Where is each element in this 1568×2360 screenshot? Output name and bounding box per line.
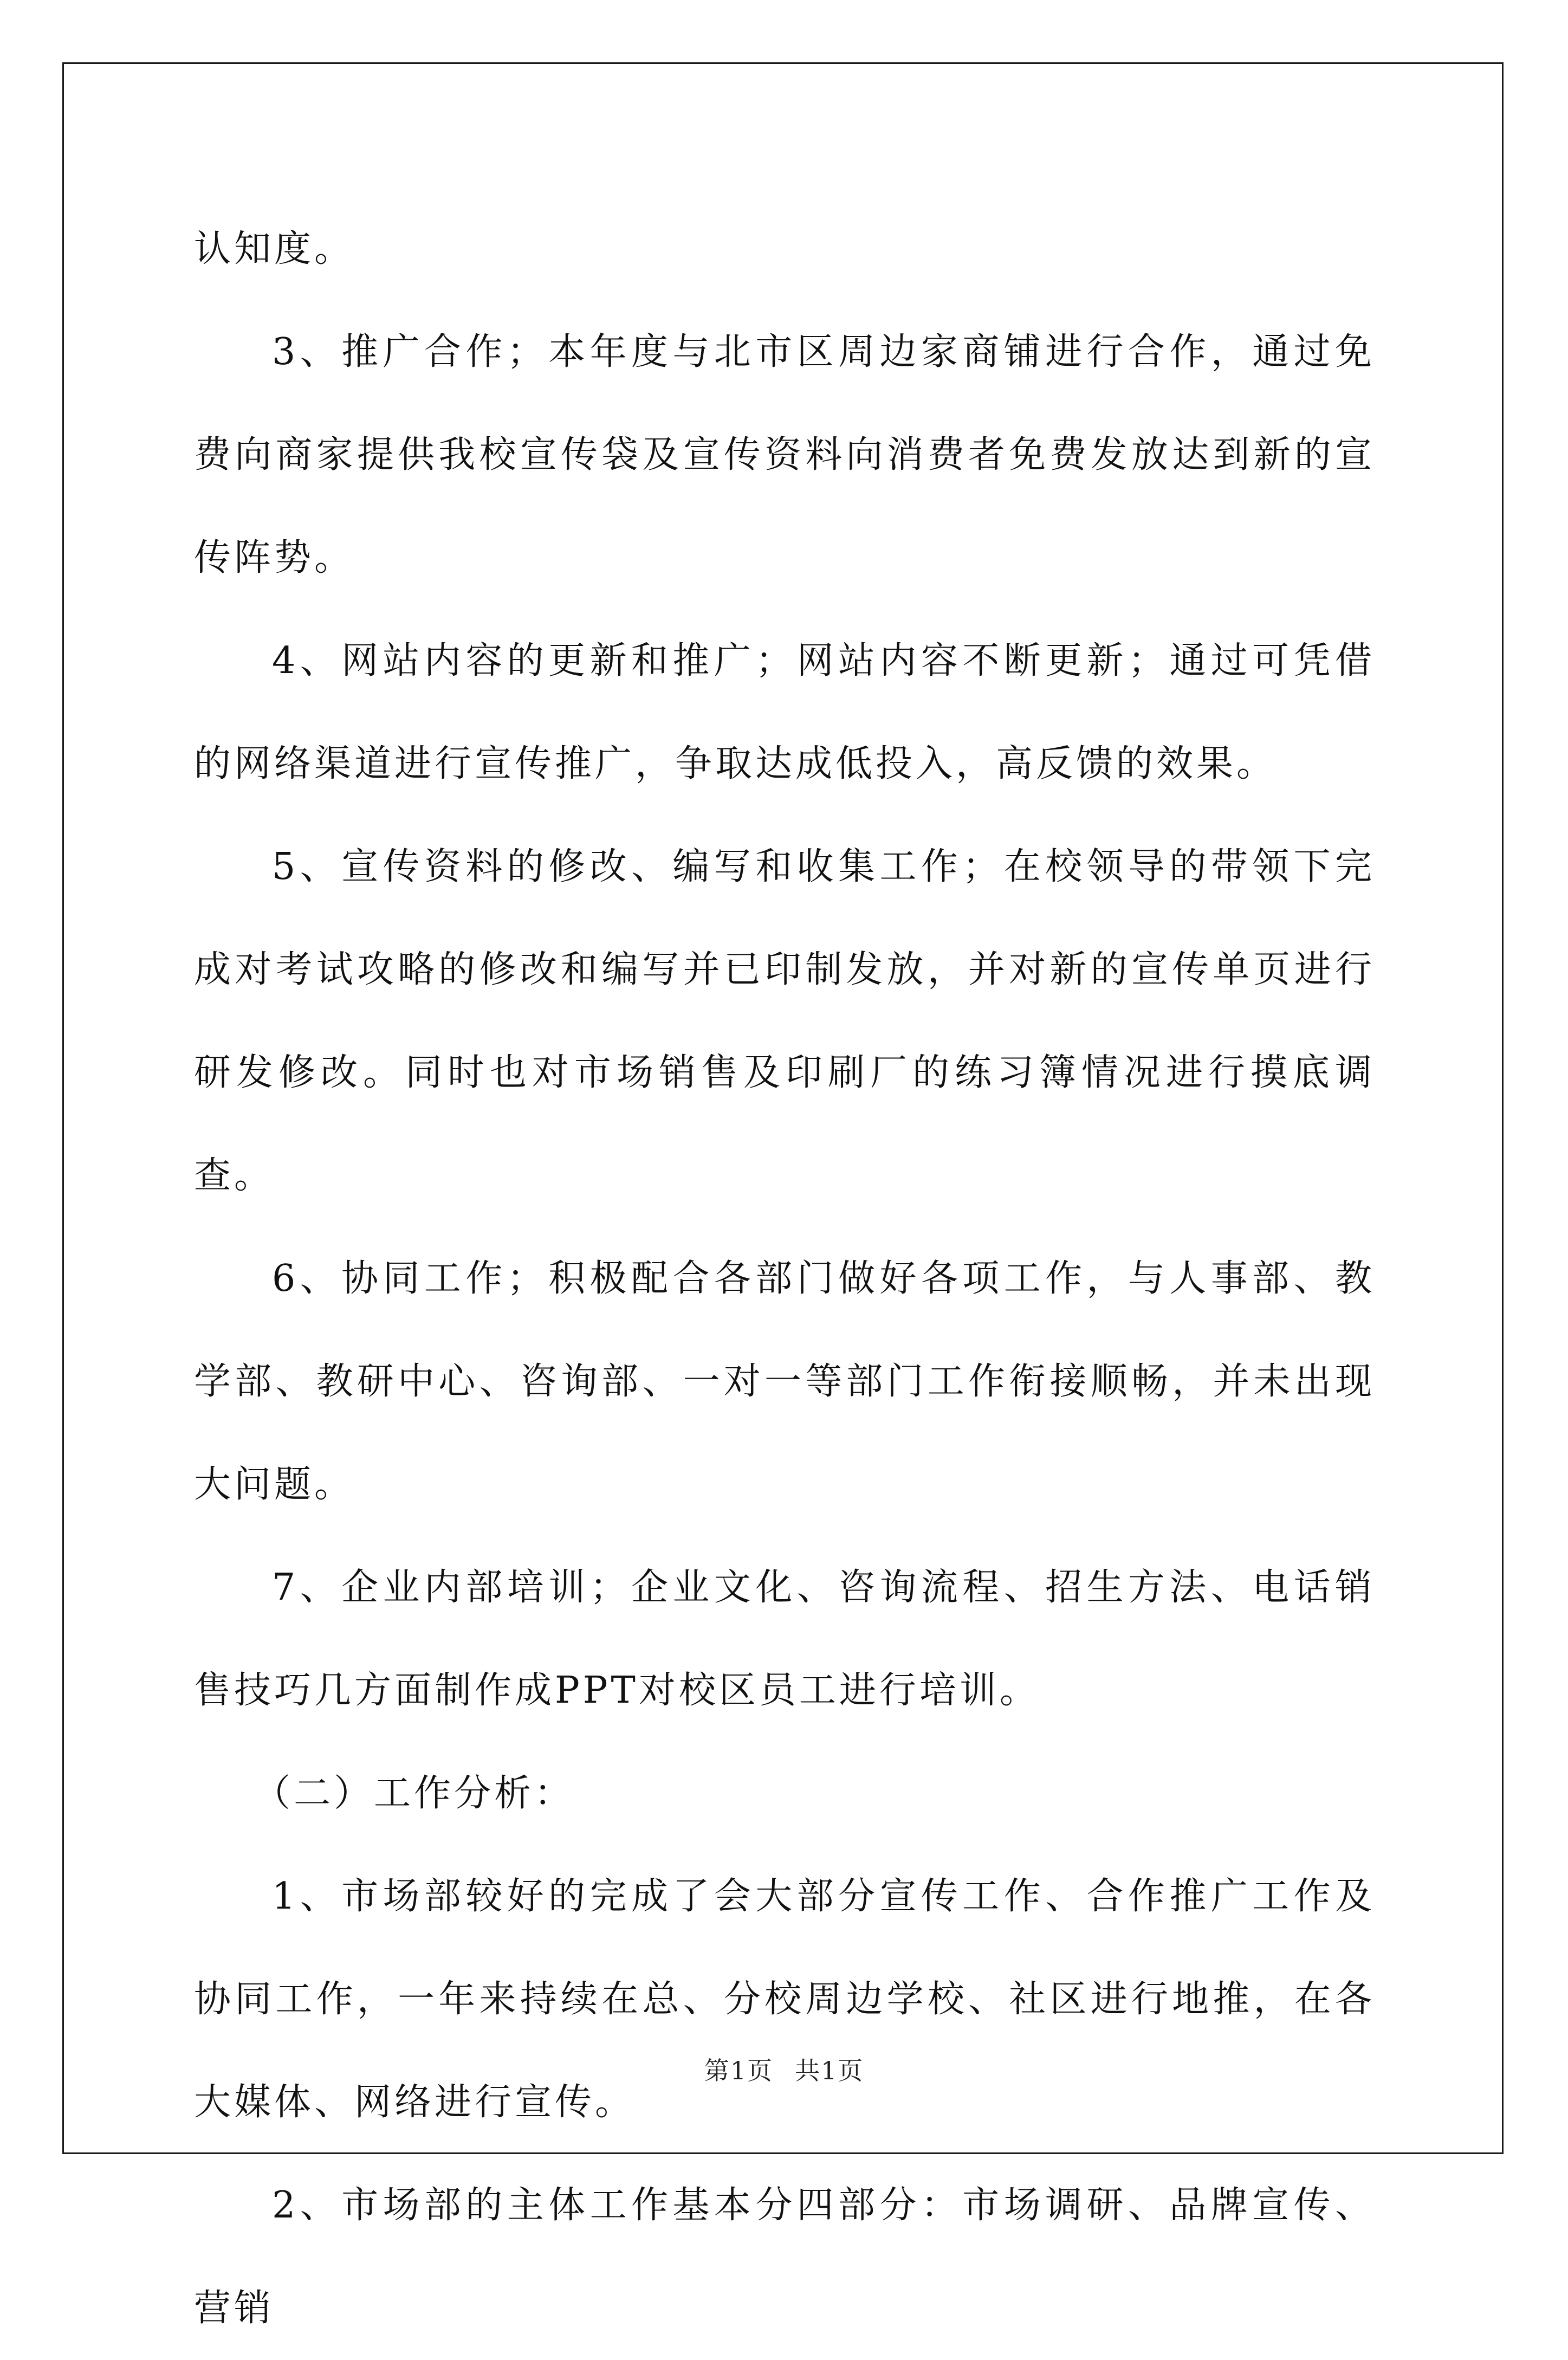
page-total: 共1页 (795, 2056, 864, 2085)
paragraph-item-4: 4、网站内容的更新和推广；网站内容不断更新；通过可凭借的网络渠道进行宣传推广，争取达成低投入，高反馈的效果。 (194, 639, 1375, 785)
analysis-item-2: 2、市场部的主体工作基本分四部分：市场调研、品牌宣传、营销 (194, 2184, 1375, 2330)
document-body (194, 198, 1375, 2360)
paragraph-item-7: 7、企业内部培训；企业文化、咨询流程、招生方法、电话销售技巧几方面制作成PPT对校区员工进行培训。 (194, 1566, 1375, 1712)
page-number: 第1页 (704, 2056, 773, 2085)
paragraph-item-6: 6、协同工作；积极配合各部门做好各项工作，与人事部、教学部、教研中心、咨询部、一对一等部门工作衔接顺畅，并未出现大问题。 (194, 1257, 1375, 1506)
analysis-item-1: 1、市场部较好的完成了会大部分宣传工作、合作推广工作及协同工作，一年来持续在总、分校周边学校、社区进行地推，在各大媒体、网络进行宣传。 (194, 1875, 1375, 2124)
paragraph-continuation: 认知度。 (194, 228, 355, 270)
paragraph-item-5: 5、宣传资料的修改、编写和收集工作；在校领导的带领下完成对考试攻略的修改和编写并已印制发放，并对新的宣传单页进行研发修改。同时也对市场销售及印刷厂的练习簿情况进行摸底调查。 (194, 845, 1375, 1197)
paragraph-item-3: 3、推广合作；本年度与北市区周边家商铺进行合作，通过免费向商家提供我校宣传袋及宣传资料向消费者免费发放达到新的宣传阵势。 (194, 331, 1375, 579)
page-footer (0, 2051, 1568, 2087)
section-heading-work-analysis: （二）工作分析： (254, 1772, 575, 1815)
